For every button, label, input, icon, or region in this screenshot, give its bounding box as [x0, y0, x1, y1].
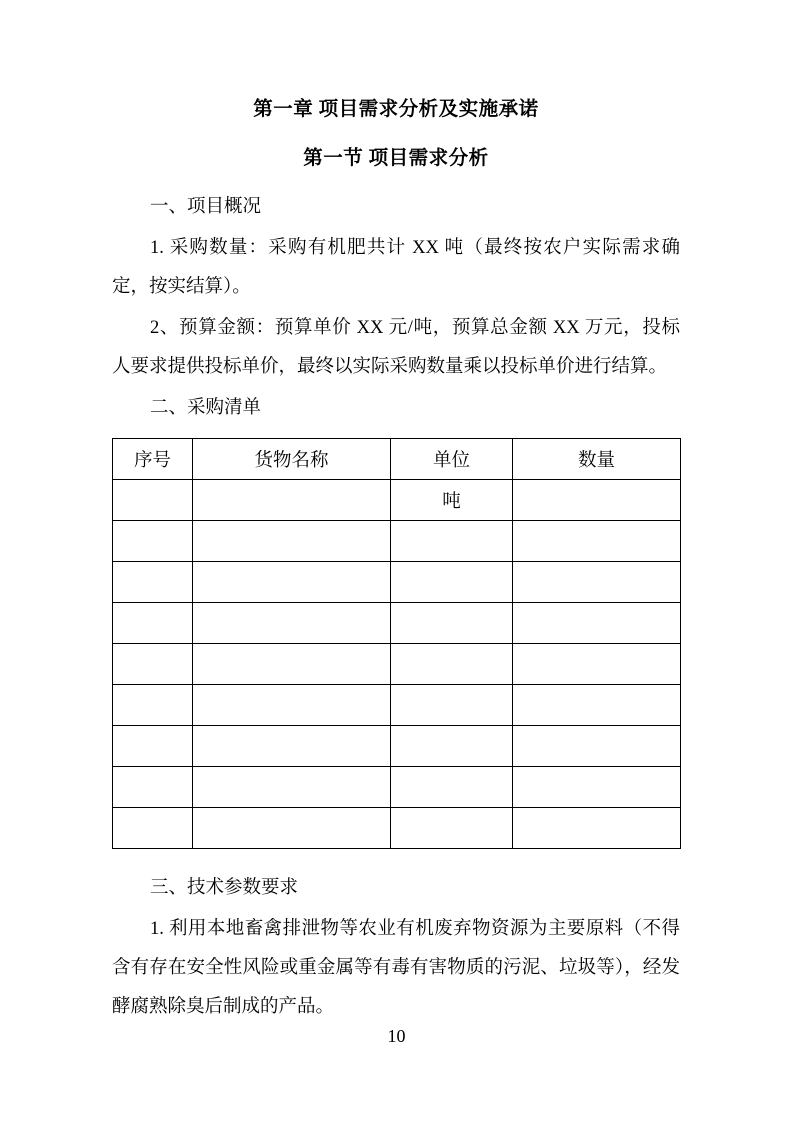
cell-seq[interactable]	[113, 480, 193, 521]
cell-quantity[interactable]	[513, 521, 681, 562]
chapter-title: 第一章 项目需求分析及实施承诺	[253, 99, 539, 120]
purchase-table-wrapper	[112, 438, 680, 849]
cell-unit[interactable]	[391, 562, 513, 603]
section-heading-overview: 一、项目概况	[150, 197, 262, 217]
page-number: 10	[387, 1026, 406, 1046]
table-row	[113, 521, 681, 562]
table-row	[113, 767, 681, 808]
cell-unit[interactable]	[391, 521, 513, 562]
column-header-seq: 序号	[113, 439, 193, 480]
cell-quantity[interactable]	[513, 562, 681, 603]
table-row	[113, 726, 681, 767]
paragraph-purchase-quantity: 1. 采购数量：采购有机肥共计 XX 吨（最终按农户实际需求确定，按实结算）。	[112, 238, 680, 297]
cell-goods[interactable]	[193, 603, 391, 644]
cell-seq[interactable]	[113, 562, 193, 603]
section-title: 第一节 项目需求分析	[303, 147, 489, 169]
cell-seq[interactable]	[113, 644, 193, 685]
cell-unit[interactable]	[391, 726, 513, 767]
cell-goods[interactable]	[193, 808, 391, 849]
cell-unit[interactable]	[391, 644, 513, 685]
cell-unit[interactable]	[391, 603, 513, 644]
table-row	[113, 480, 681, 521]
table-row	[113, 562, 681, 603]
cell-quantity[interactable]	[513, 726, 681, 767]
table-row	[113, 603, 681, 644]
cell-quantity[interactable]	[513, 603, 681, 644]
table-row	[113, 644, 681, 685]
cell-seq[interactable]	[113, 726, 193, 767]
purchase-table	[112, 438, 681, 849]
cell-goods[interactable]	[193, 562, 391, 603]
cell-unit[interactable]	[391, 685, 513, 726]
cell-seq[interactable]	[113, 808, 193, 849]
cell-quantity[interactable]	[513, 767, 681, 808]
column-header-quantity: 数量	[513, 439, 681, 480]
paragraph-budget-amount: 2、预算金额：预算单价 XX 元/吨，预算总金额 XX 万元，投标人要求提供投标单价，最终以实际采购数量乘以投标单价进行结算。	[112, 318, 680, 377]
cell-unit[interactable]	[391, 808, 513, 849]
document-body	[112, 0, 680, 1027]
cell-seq[interactable]	[113, 603, 193, 644]
cell-seq[interactable]	[113, 685, 193, 726]
cell-goods[interactable]	[193, 767, 391, 808]
section-heading-purchase-list: 二、采购清单	[150, 398, 262, 418]
column-header-unit: 单位	[391, 439, 513, 480]
table-header-row	[113, 439, 681, 480]
cell-goods[interactable]	[193, 521, 391, 562]
cell-goods[interactable]	[193, 644, 391, 685]
cell-goods[interactable]	[193, 685, 391, 726]
paragraph-tech-param-1: 1. 利用本地畜禽排泄物等农业有机废弃物资源为主要原料（不得含有存在安全性风险或重金属等有毒有害物质的污泥、垃圾等），经发酵腐熟除臭后制成的产品。	[112, 919, 680, 1017]
cell-seq[interactable]	[113, 767, 193, 808]
table-row	[113, 808, 681, 849]
cell-unit[interactable]: 吨	[391, 480, 513, 521]
cell-seq[interactable]	[113, 521, 193, 562]
cell-goods[interactable]	[193, 726, 391, 767]
cell-unit[interactable]	[391, 767, 513, 808]
cell-quantity[interactable]	[513, 480, 681, 521]
cell-quantity[interactable]	[513, 644, 681, 685]
cell-goods[interactable]	[193, 480, 391, 521]
cell-quantity[interactable]	[513, 808, 681, 849]
column-header-goods: 货物名称	[193, 439, 391, 480]
cell-quantity[interactable]	[513, 685, 681, 726]
section-heading-tech-params: 三、技术参数要求	[150, 878, 299, 898]
table-row	[113, 685, 681, 726]
